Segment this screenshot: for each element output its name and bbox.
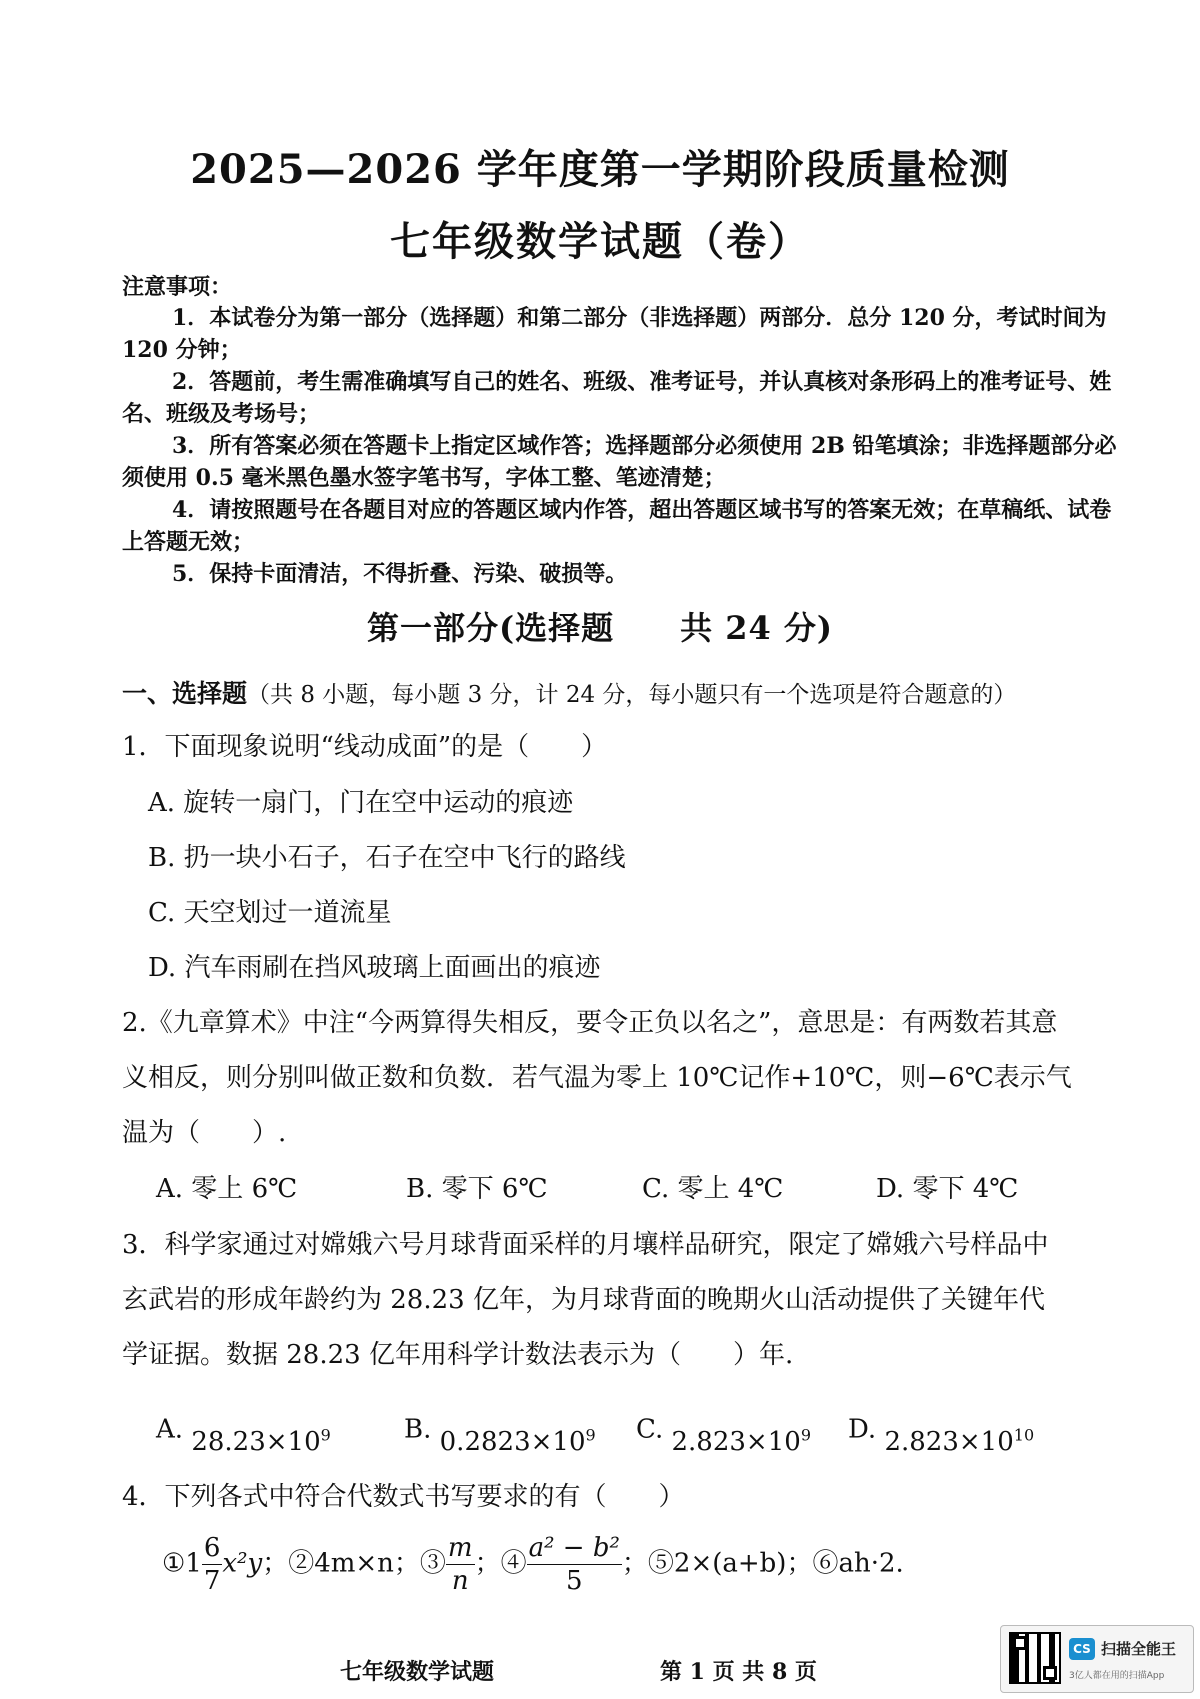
note-item-2: 2．答题前，考生需准确填写自己的姓名、班级、准考证号，并认真核对条形码上的准考证号、姓名、班级及考场号； <box>122 369 1112 427</box>
question-1-option-a: A. 旋转一扇门，门在空中运动的痕迹 <box>148 788 574 818</box>
question-3-option-b <box>404 1395 614 1458</box>
question-2-option-a: A. 零上 6℃ <box>156 1174 298 1204</box>
question-3-option-c <box>636 1395 836 1458</box>
note-item-5: 5．保持卡面清洁，不得折叠、污染、破损等。 <box>172 561 628 587</box>
option-letter: A. <box>156 1414 184 1445</box>
note-item-3: 3．所有答案必须在答题卡上指定区域作答；选择题部分必须使用 2B 铅笔填涂；非选择题部分必须使用 0.5 毫米黑色墨水签字笔书写，字体工整、笔迹清楚； <box>122 433 1117 491</box>
option-letter: B. <box>404 1414 432 1445</box>
camscanner-logo-icon: CS <box>1069 1638 1095 1660</box>
question-2-option-c: C. 零上 4℃ <box>642 1174 784 1204</box>
option-letter: D. <box>848 1414 877 1445</box>
question-3-stem-line2: 玄武岩的形成年龄约为 28.23 亿年，为月球背面的晚期火山活动提供了关键年代 <box>122 1285 1045 1315</box>
section-heading <box>122 674 1016 710</box>
expr-3-fraction: $\frac{m}{n}$ <box>447 1533 473 1596</box>
expr-5-6: ；⑤2×(a+b)；⑥ah·2. <box>621 1548 904 1579</box>
option-expression: $0.2823\times 10^9$ <box>439 1425 596 1457</box>
expr-1-tail: x²y <box>222 1548 263 1579</box>
footer-page-number: 第 1 页 共 8 页 <box>660 1659 817 1685</box>
question-2-option-b: B. 零下 6℃ <box>406 1174 548 1204</box>
exam-title-line1: 2025—2026 学年度第一学期阶段质量检测 <box>190 146 1010 193</box>
notes-heading: 注意事项： <box>122 274 233 300</box>
qr-code-icon <box>1009 1632 1061 1684</box>
scanner-watermark <box>1000 1625 1194 1693</box>
question-4-stem: 4．下列各式中符合代数式书写要求的有（ ） <box>122 1482 685 1512</box>
note-item-1: 1．本试卷分为第一部分（选择题）和第二部分（非选择题）两部分．总分 120 分，考试时间为 120 分钟； <box>122 305 1107 363</box>
question-1-stem: 1．下面现象说明“线动成面”的是（ ） <box>122 732 608 762</box>
section-desc: （共 8 小题，每小题 3 分，计 24 分，每小题只有一个选项是符合题意的） <box>247 682 1017 708</box>
footer-subject: 七年级数学试题 <box>340 1659 495 1685</box>
expr-1-label: ①1 <box>162 1548 202 1579</box>
option-expression: $28.23\times 10^9$ <box>191 1425 331 1457</box>
part-one-title: 第一部分(选择题 共 24 分) <box>366 609 834 647</box>
question-4-expressions <box>162 1535 1122 1594</box>
question-1-option-c: C. 天空划过一道流星 <box>148 898 392 928</box>
question-1-option-d: D. 汽车雨刷在挡风玻璃上面画出的痕迹 <box>148 953 601 983</box>
expr-4-fraction: $\frac{\text{a² − b²}}{5}$ <box>528 1533 620 1596</box>
question-2-stem-line3: 温为（ ）. <box>122 1118 287 1148</box>
scanner-app-name: 扫描全能王 <box>1101 1640 1177 1658</box>
option-expression: $2.823\times 10^{10}$ <box>884 1425 1035 1457</box>
expr-2: ；②4m×n；③ <box>262 1548 446 1579</box>
expr-4-prefix: ；④ <box>474 1548 527 1579</box>
section-label: 一、选择题 <box>122 679 248 708</box>
option-letter: C. <box>636 1414 664 1445</box>
question-2-option-d: D. 零下 4℃ <box>876 1174 1019 1204</box>
note-item-4: 4．请按照题号在各题目对应的答题区域内作答，超出答题区域书写的答案无效；在草稿纸、试卷上答题无效； <box>122 497 1112 555</box>
question-3-stem-line1: 3．科学家通过对嫦娥六号月球背面采样的月壤样品研究，限定了嫦娥六号样品中 <box>122 1230 1049 1260</box>
exam-title-line2: 七年级数学试题（卷） <box>390 218 810 265</box>
question-3-option-a <box>156 1395 356 1458</box>
scanner-app-tagline: 3亿人都在用的扫描App <box>1069 1671 1165 1681</box>
question-3-stem-line3: 学证据。数据 28.23 亿年用科学计数法表示为（ ）年. <box>122 1340 794 1370</box>
question-2-stem-line1: 2.《九章算术》中注“今两算得失相反，要令正负以名之”，意思是：有两数若其意 <box>122 1008 1058 1038</box>
question-3-option-d <box>848 1395 1068 1458</box>
question-2-stem-line2: 义相反，则分别叫做正数和负数．若气温为零上 10℃记作+10℃，则−6℃表示气 <box>122 1063 1072 1093</box>
question-1-option-b: B. 扔一块小石子，石子在空中飞行的路线 <box>148 843 626 873</box>
expr-1-fraction: $\frac{6}{7}$ <box>203 1533 221 1596</box>
option-expression: $2.823\times 10^9$ <box>671 1425 811 1457</box>
